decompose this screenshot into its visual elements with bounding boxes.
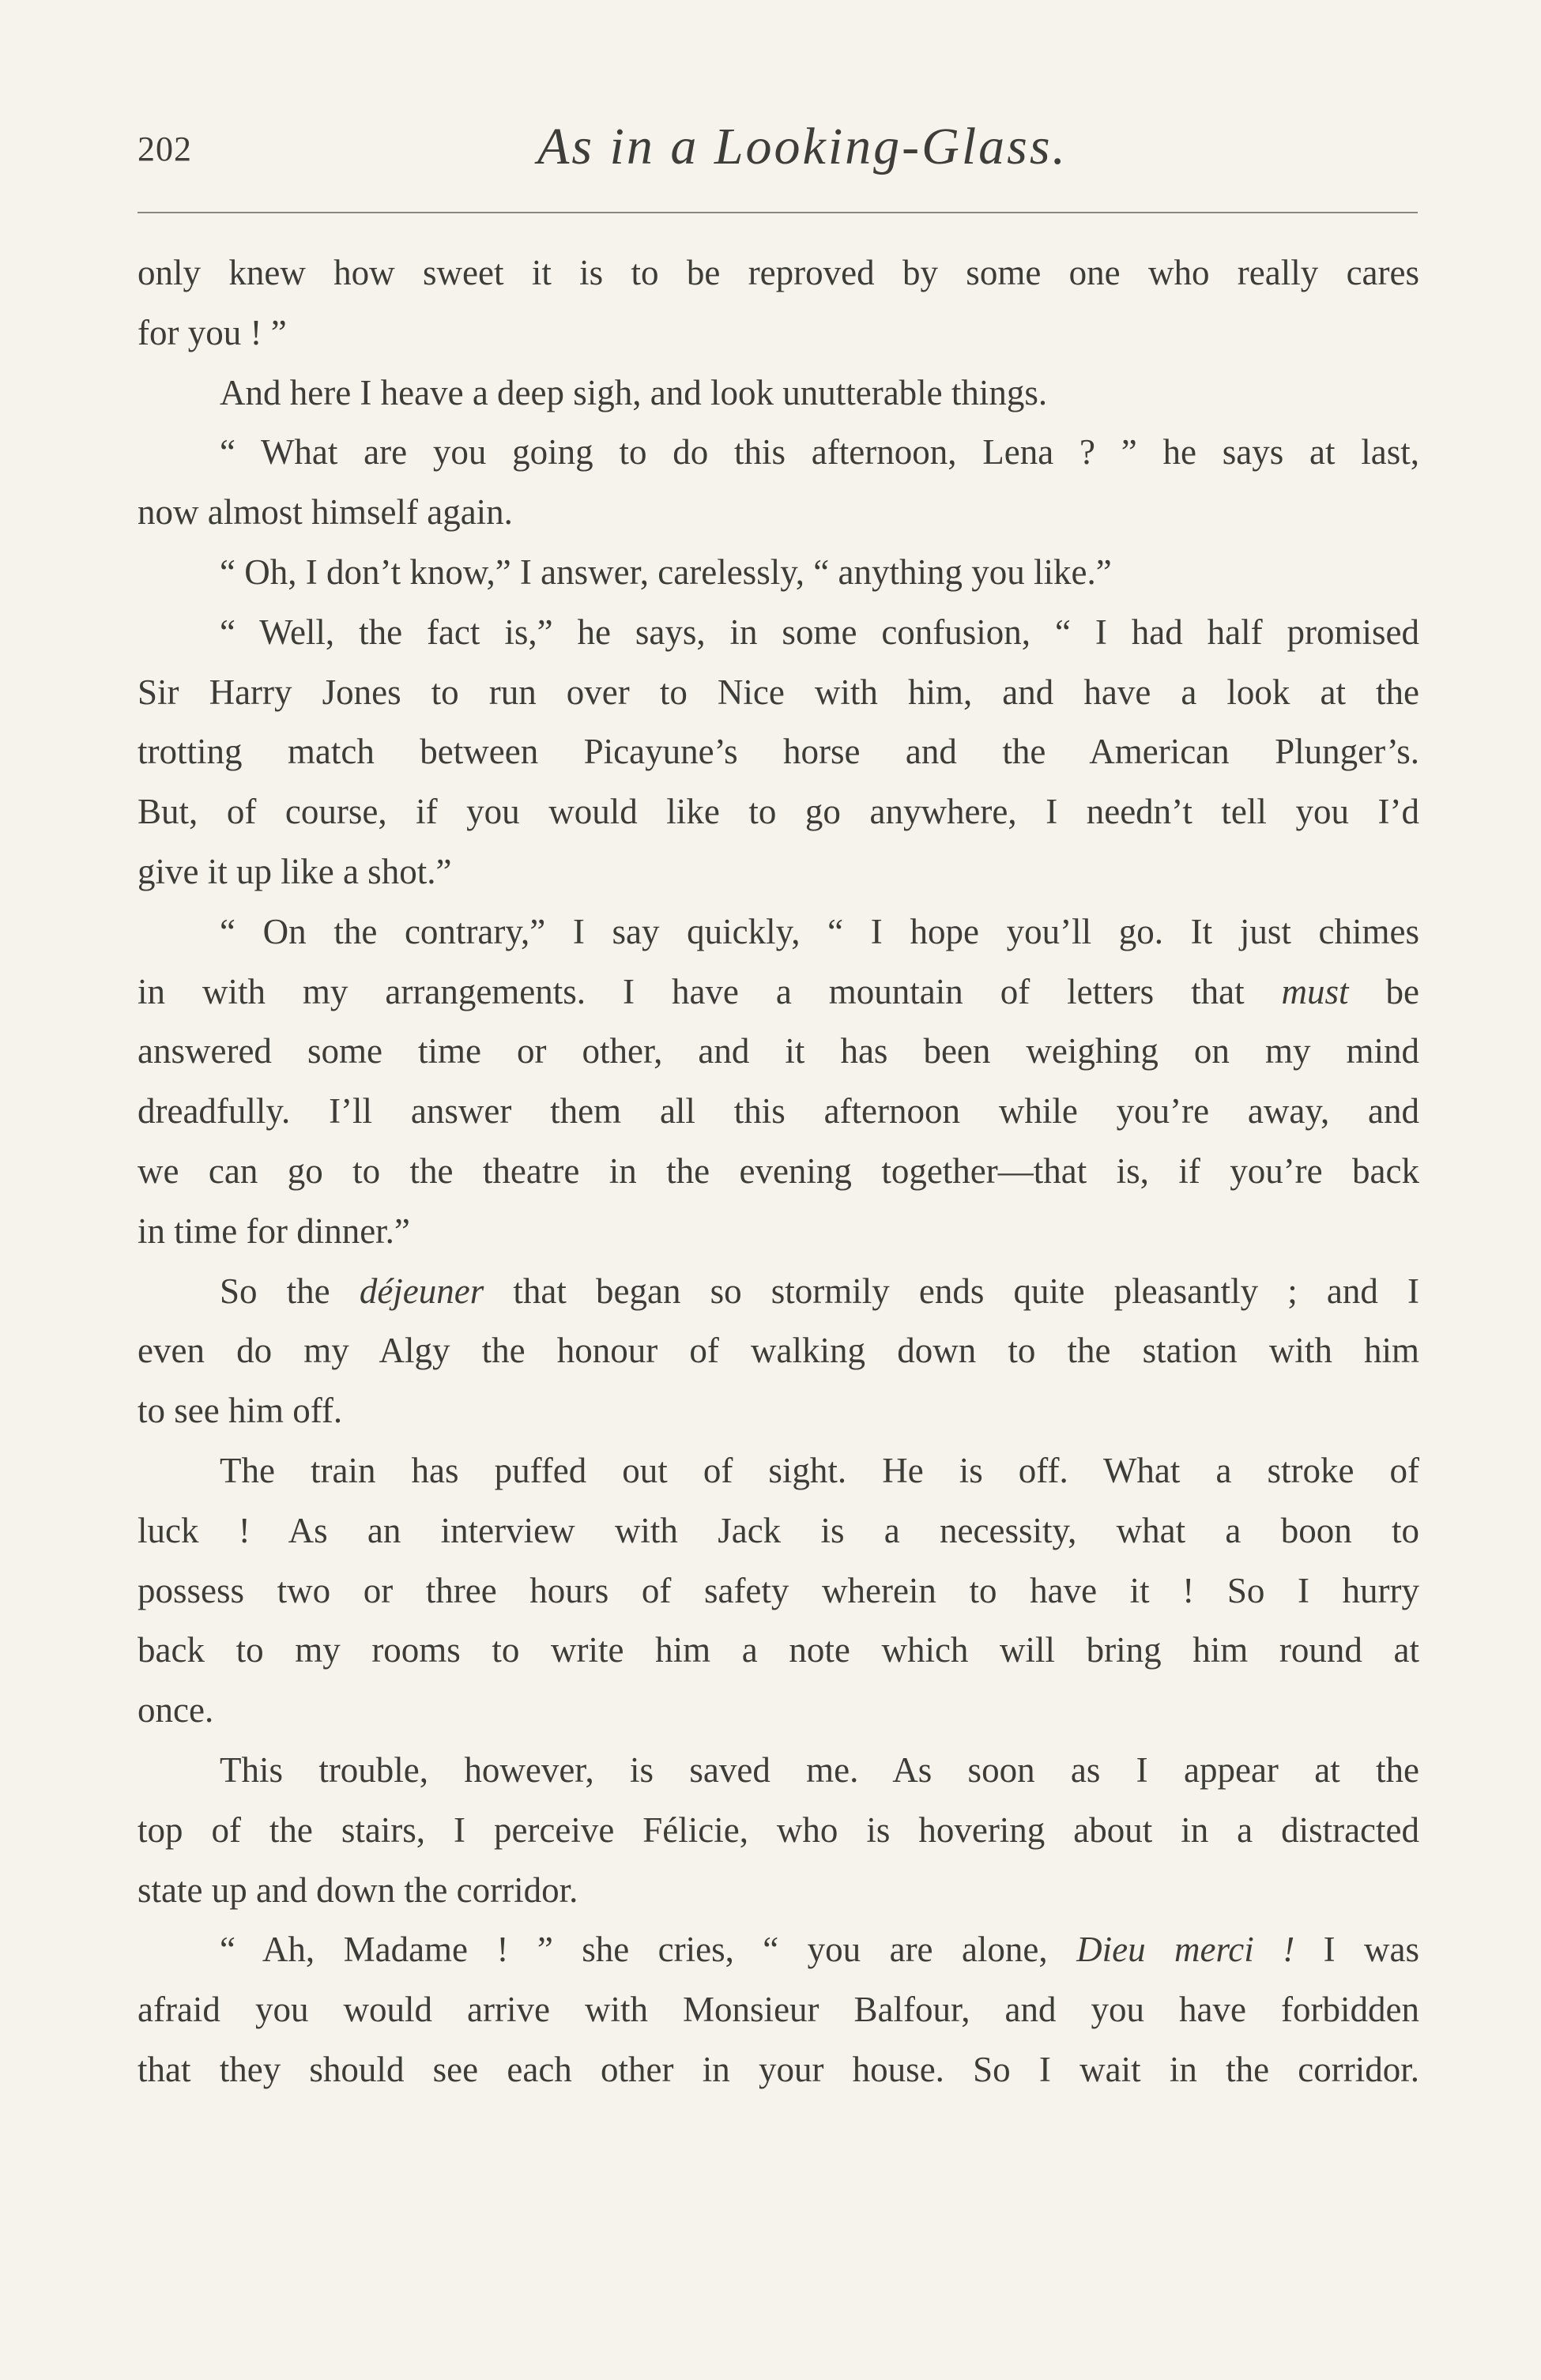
italic-phrase: must xyxy=(1281,971,1349,1011)
italic-phrase: déjeuner xyxy=(359,1271,484,1311)
text-line xyxy=(138,363,1419,424)
text-line-rest: that began so stormily ends quite pleasantly ; and I xyxy=(513,1271,1419,1311)
text-line-content: give it up like a shot.” xyxy=(138,851,452,891)
text-line xyxy=(138,1861,1419,1921)
text-line-content: for you ! ” xyxy=(138,312,287,352)
text-line-content: luck ! As an interview with Jack is a necessity, what a boon to xyxy=(138,1510,1419,1550)
text-line-content: we can go to the theatre in the evening together—that is, if you’re back xyxy=(138,1150,1419,1191)
text-line xyxy=(138,1741,1419,1801)
text-line-content: in time for dinner.” xyxy=(138,1211,410,1251)
text-line xyxy=(138,842,1419,902)
text-line xyxy=(138,902,1419,962)
text-line xyxy=(138,483,1419,543)
text-line-content: in with my arrangements. I have a mountain of letters that xyxy=(138,971,1245,1011)
italic-phrase: Dieu merci ! xyxy=(1076,1930,1295,1970)
body-text xyxy=(138,243,1419,2100)
text-line xyxy=(138,243,1419,303)
text-line-content: possess two or three hours of safety wherein to have it ! So I hurry xyxy=(138,1570,1419,1610)
text-line-content: back to my rooms to write him a note which will bring him round at xyxy=(138,1630,1419,1670)
text-line-content: So the xyxy=(220,1271,330,1311)
text-line-content: afraid you would arrive with Monsieur Balfour, and you have forbidden xyxy=(138,1990,1419,2030)
text-line-content: once. xyxy=(138,1690,214,1730)
text-line xyxy=(138,303,1419,363)
text-line xyxy=(138,1681,1419,1741)
text-line xyxy=(138,1561,1419,1621)
running-title: As in a Looking-Glass. xyxy=(537,118,1068,175)
text-line xyxy=(138,1920,1419,1980)
text-line-content: “ Ah, Madame ! ” she cries, “ you are alone, xyxy=(220,1930,1048,1970)
text-line-content: And here I heave a deep sigh, and look unutterable things. xyxy=(220,372,1048,412)
text-line xyxy=(138,1321,1419,1381)
text-line xyxy=(138,2040,1419,2100)
text-line-content: trotting match between Picayune’s horse and the American Plunger’s. xyxy=(138,732,1419,772)
text-line-content: to see him off. xyxy=(138,1391,343,1431)
text-line-content: that they should see each other in your house. So I wait in the corridor. xyxy=(138,2049,1419,2089)
text-line xyxy=(138,1142,1419,1202)
text-line xyxy=(138,1501,1419,1561)
header-rule xyxy=(138,212,1418,213)
text-line-rest: I was xyxy=(1323,1930,1419,1970)
text-line xyxy=(138,1980,1419,2040)
text-line-content: This trouble, however, is saved me. As soon as I appear at the xyxy=(220,1749,1419,1790)
text-line-content: dreadfully. I’ll answer them all this afternoon while you’re away, and xyxy=(138,1091,1419,1132)
text-line-content: But, of course, if you would like to go anywhere, I needn’t tell you I’d xyxy=(138,792,1419,832)
text-line-content: answered some time or other, and it has been weighing on my mind xyxy=(138,1031,1419,1071)
text-line xyxy=(138,423,1419,483)
text-line xyxy=(138,1621,1419,1681)
text-line xyxy=(138,782,1419,842)
text-line xyxy=(138,1082,1419,1142)
text-line-content: “ On the contrary,” I say quickly, “ I hope you’ll go. It just chimes xyxy=(220,911,1419,951)
text-line xyxy=(138,1801,1419,1861)
text-line xyxy=(138,722,1419,782)
text-line xyxy=(138,543,1419,603)
text-line xyxy=(138,663,1419,723)
text-line-rest: be xyxy=(1385,971,1419,1011)
text-line-content: even do my Algy the honour of walking down to the station with him xyxy=(138,1331,1419,1371)
text-line-content: only knew how sweet it is to be reproved by some one who really cares xyxy=(138,253,1419,292)
text-line-content: Sir Harry Jones to run over to Nice with him, and have a look at the xyxy=(138,672,1419,712)
text-line xyxy=(138,1381,1419,1441)
text-line xyxy=(138,1202,1419,1262)
text-line-content: “ Well, the fact is,” he says, in some confusion, “ I had half promised xyxy=(220,612,1419,652)
page-number: 202 xyxy=(138,130,192,168)
text-line-content: The train has puffed out of sight. He is off. What a stroke of xyxy=(220,1450,1419,1490)
text-line xyxy=(138,1022,1419,1082)
text-line-content: top of the stairs, I perceive Félicie, who is hovering about in a distracted xyxy=(138,1809,1419,1850)
text-line xyxy=(138,1262,1419,1322)
text-line xyxy=(138,962,1419,1022)
text-line-content: state up and down the corridor. xyxy=(138,1870,578,1910)
text-line xyxy=(138,1441,1419,1501)
text-line xyxy=(138,603,1419,663)
text-line-content: “ What are you going to do this afternoon, Lena ? ” he says at last, xyxy=(220,432,1419,473)
text-line-content: “ Oh, I don’t know,” I answer, carelessly, “ anything you like.” xyxy=(220,552,1112,592)
text-line-content: now almost himself again. xyxy=(138,492,513,533)
